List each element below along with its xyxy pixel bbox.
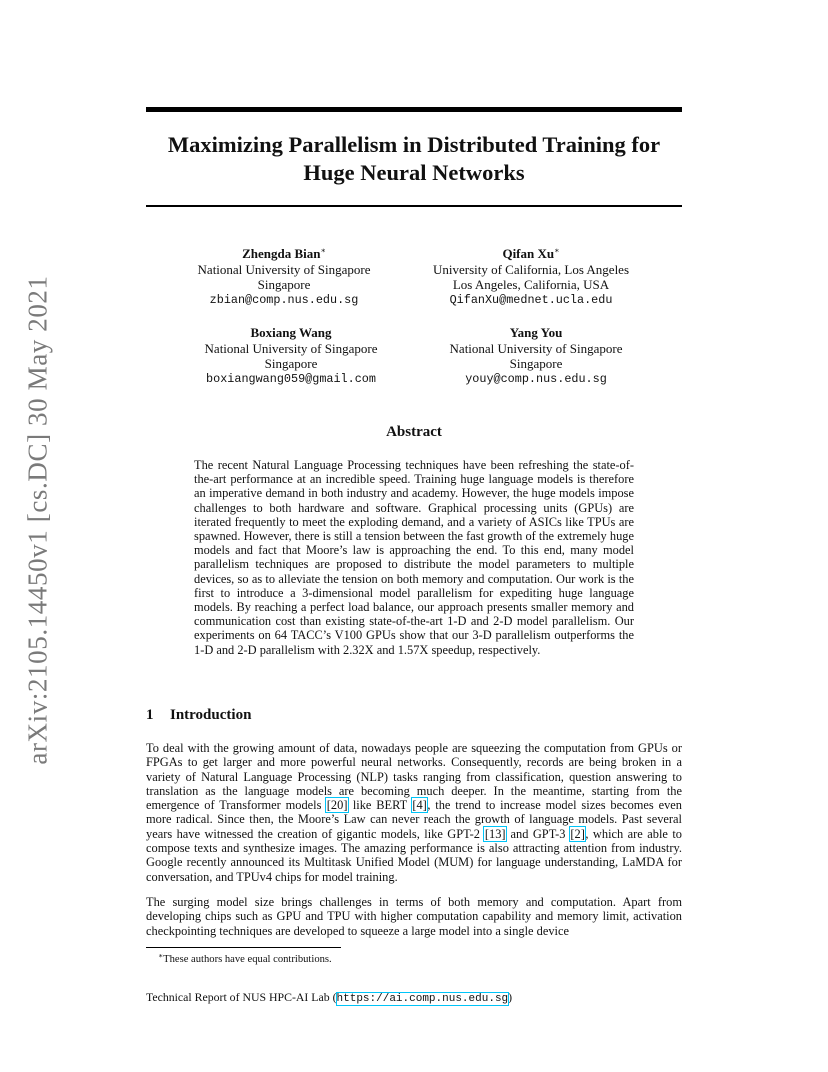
abstract-text: The recent Natural Language Processing techniques have been refreshing the state-of-the-art performance at an incredible speed. Training huge language models is therefore an imperative demand in both industry and academy. However, the huge models impose challenges to both hardware and software. Graphical processing units (GPUs) are iterated frequently to meet the exploding demand, and a variety of ASICs like TPUs are spawned. However, there is still a tension between the fast growth of the extremely huge models and fact that Moore’s law is approaching the end. To this end, many model parallelism techniques are proposed to distribute the model parameters to multiple devices, so as to alleviate the tension on both memory and computation. Our work is the first to introduce a 3-dimensional model parallelism for expediting huge language models. By reaching a perfect load balance, our approach presents smaller memory and communication cost than existing state-of-the-art 1-D and 2-D model parallelism. Our experiments on 64 TACC’s V100 GPUs show that our 3-D parallelism outperforms the 1-D and 2-D parallelism with 2.32X and 1.57X speedup, respectively. xyxy=(194,458,634,657)
author-name: Yang You xyxy=(509,325,563,340)
author-email: QifanXu@mednet.ucla.edu xyxy=(449,292,613,307)
arxiv-identifier: arXiv:2105.14450v1 [cs.DC] 30 May 2021 xyxy=(22,275,53,765)
lab-url-link[interactable]: https://ai.comp.nus.edu.sg xyxy=(336,993,509,1005)
footnote xyxy=(158,951,332,965)
author-location: Singapore xyxy=(264,356,318,371)
author-affiliation: National University of Singapore xyxy=(204,340,378,356)
author-name: Qifan Xu∗ xyxy=(502,246,560,261)
footnote-rule xyxy=(146,947,341,948)
abstract-heading: Abstract xyxy=(386,424,442,440)
arxiv-sidebar xyxy=(0,0,72,1072)
author-affiliation: National University of Singapore xyxy=(197,261,371,277)
author-affiliation: National University of Singapore xyxy=(449,340,623,356)
author-affiliation: University of California, Los Angeles xyxy=(432,261,630,277)
author-block xyxy=(406,325,666,387)
author-location: Singapore xyxy=(257,277,311,292)
author-name: Boxiang Wang xyxy=(250,325,332,340)
author-block xyxy=(401,243,661,308)
citation-link[interactable]: [2] xyxy=(570,826,585,841)
author-location: Los Angeles, California, USA xyxy=(452,277,610,292)
author-name: Zhengda Bian∗ xyxy=(242,246,326,261)
footnote-mark: ∗ xyxy=(158,951,164,960)
citation-link[interactable]: [4] xyxy=(412,798,427,813)
title-top-rule xyxy=(146,107,682,112)
author-email: boxiangwang059@gmail.com xyxy=(206,371,376,386)
title-bottom-rule xyxy=(146,205,682,207)
technical-report-note: Technical Report of NUS HPC-AI Lab (https://ai.comp.nus.edu.sg) xyxy=(146,990,513,1005)
intro-paragraph-1: To deal with the growing amount of data, nowadays people are squeezing the computation from GPUs or FPGAs to get larger and more powerful neural networks. Consequently, records are being broken in a variety of Natural Language Processing (NLP) tasks ranging from classification, question answering to translation as the language models are becoming much deeper. In the meantime, starting from the emergence of Transformer models [20] like BERT [4], the trend to increase model sizes becomes even more radical. Since then, the Moore’s Law can never reach the growth of language models. Past several years have witnessed the creation of gigantic models, like GPT-2 [13] and GPT-3 [2], which are able to compose texts and synthesize images. The amazing performance is also attracting attention from industry. Google recently announced its Multitask Unified Model (MUM) for language understanding, LaMDA for conversation, and TPUv4 chips for model training. xyxy=(146,741,682,884)
author-block xyxy=(161,325,421,387)
section-heading xyxy=(146,707,251,724)
section-number: 1 xyxy=(146,707,154,723)
citation-link[interactable]: [13] xyxy=(484,826,506,841)
author-email: youy@comp.nus.edu.sg xyxy=(465,371,607,386)
footnote-text: These authors have equal contributions. xyxy=(163,954,332,965)
citation-link[interactable]: [20] xyxy=(326,798,348,813)
author-email: zbian@comp.nus.edu.sg xyxy=(209,292,359,307)
paper-title: Maximizing Parallelism in Distributed Training for Huge Neural Networks xyxy=(167,132,661,185)
author-block xyxy=(154,243,414,308)
author-location: Singapore xyxy=(509,356,563,371)
intro-paragraph-2: The surging model size brings challenges in terms of both memory and computation. Apart from developing chips such as GPU and TPU with higher computation capability and memory limit, activation checkpointing techniques are developed to squeeze a large model into a single device xyxy=(146,895,682,938)
section-title: Introduction xyxy=(170,707,252,723)
